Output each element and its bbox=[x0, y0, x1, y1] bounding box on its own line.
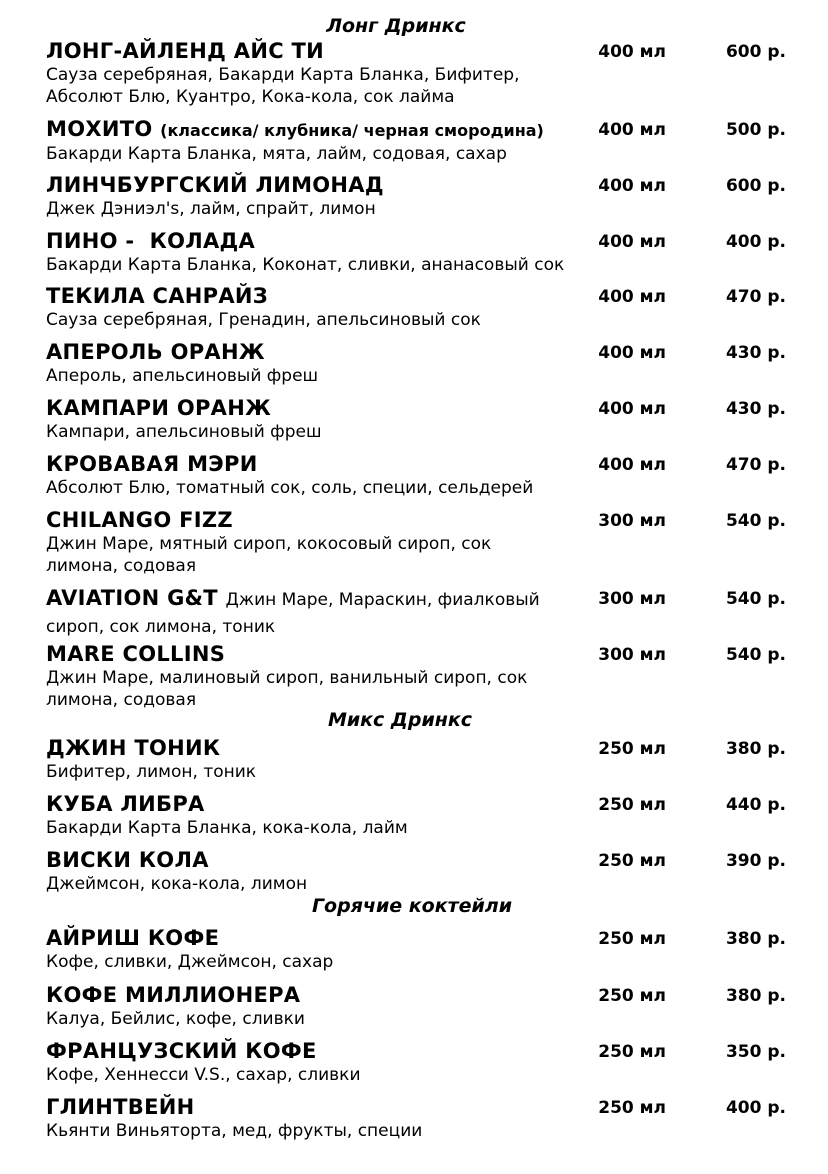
item-desc: Бакарди Карта Бланка, Коконат, сливки, ананасовый сок bbox=[46, 255, 565, 275]
item-note: (классика/ клубника/ черная смородина) bbox=[160, 121, 544, 140]
item-price: 470 р. bbox=[725, 287, 786, 307]
item-volume: 400 мл bbox=[598, 176, 666, 196]
item-name: ГЛИНТВЕЙН bbox=[46, 1095, 195, 1119]
item-name: ЛИНЧБУРГСКИЙ ЛИМОНАД bbox=[46, 173, 384, 197]
item-name: AVIATION G&T bbox=[46, 586, 218, 610]
item-volume: 400 мл bbox=[598, 120, 666, 140]
item-volume: 250 мл bbox=[598, 986, 666, 1006]
item-name: ФРАНЦУЗСКИЙ КОФЕ bbox=[46, 1039, 317, 1063]
item-desc: Калуа, Бейлис, кофе, сливки bbox=[46, 1009, 305, 1029]
menu-item bbox=[46, 173, 806, 220]
item-volume: 300 мл bbox=[598, 589, 666, 609]
item-price: 430 р. bbox=[725, 343, 786, 363]
menu-item bbox=[46, 1095, 806, 1142]
item-name: ТЕКИЛА САНРАЙЗ bbox=[46, 284, 268, 308]
menu-item bbox=[46, 792, 806, 839]
item-price: 380 р. bbox=[725, 986, 786, 1006]
item-name: АЙРИШ КОФЕ bbox=[46, 926, 220, 950]
item-volume: 300 мл bbox=[598, 511, 666, 531]
menu-item bbox=[46, 586, 806, 640]
item-volume: 250 мл bbox=[598, 851, 666, 871]
menu-item bbox=[46, 1039, 806, 1086]
item-name: КУБА ЛИБРА bbox=[46, 792, 205, 816]
item-name-line bbox=[46, 586, 556, 640]
item-name: MARE COLLINS bbox=[46, 642, 226, 666]
menu-item bbox=[46, 508, 806, 577]
item-volume: 400 мл bbox=[598, 287, 666, 307]
item-name: ПИНО - КОЛАДА bbox=[46, 229, 256, 253]
item-name: CHILANGO FIZZ bbox=[46, 508, 233, 532]
item-name: МОХИТО bbox=[46, 117, 153, 141]
item-price: 380 р. bbox=[725, 739, 786, 759]
item-desc: Кампари, апельсиновый фреш bbox=[46, 422, 322, 442]
item-desc: Апероль, апельсиновый фреш bbox=[46, 366, 319, 386]
item-price: 400 р. bbox=[725, 1098, 786, 1118]
menu-item bbox=[46, 117, 806, 165]
menu-item bbox=[46, 736, 806, 783]
item-volume: 250 мл bbox=[598, 1098, 666, 1118]
item-desc: Сауза серебряная, Бакарди Карта Бланка, Бифитер, Абсолют Блю, Куантро, Кока-кола, сок лайма bbox=[46, 65, 520, 107]
item-price: 540 р. bbox=[725, 511, 786, 531]
item-desc: Сауза серебряная, Гренадин, апельсиновый сок bbox=[46, 310, 481, 330]
item-desc: Джин Маре, Мараскин, фиалковый сироп, сок лимона, тоник bbox=[46, 590, 540, 637]
item-desc: Кофе, сливки, Джеймсон, сахар bbox=[46, 952, 334, 972]
item-price: 430 р. bbox=[725, 399, 786, 419]
section-heading-hot-cocktails: Горячие коктейли bbox=[311, 895, 513, 917]
menu-item bbox=[46, 926, 806, 973]
item-price: 400 р. bbox=[725, 232, 786, 252]
item-price: 540 р. bbox=[725, 589, 786, 609]
menu-item bbox=[46, 642, 806, 711]
item-price: 540 р. bbox=[725, 645, 786, 665]
item-volume: 250 мл bbox=[598, 739, 666, 759]
item-volume: 400 мл bbox=[598, 232, 666, 252]
item-volume: 400 мл bbox=[598, 399, 666, 419]
menu-item bbox=[46, 848, 806, 895]
item-volume: 300 мл bbox=[598, 645, 666, 665]
item-name: ЛОНГ-АЙЛЕНД АЙС ТИ bbox=[46, 39, 325, 63]
item-volume: 250 мл bbox=[598, 1042, 666, 1062]
menu-item bbox=[46, 39, 806, 108]
item-desc: Джин Маре, малиновый сироп, ванильный сироп, сок лимона, содовая bbox=[46, 668, 528, 710]
item-desc: Кофе, Хеннесси V.S., сахар, сливки bbox=[46, 1065, 361, 1085]
menu-item bbox=[46, 452, 806, 499]
item-name: АПЕРОЛЬ ОРАНЖ bbox=[46, 340, 265, 364]
item-desc: Джек Дэниэл's, лайм, спрайт, лимон bbox=[46, 199, 376, 219]
item-volume: 400 мл bbox=[598, 455, 666, 475]
item-desc: Абсолют Блю, томатный сок, соль, специи, сельдерей bbox=[46, 478, 534, 498]
item-price: 500 р. bbox=[725, 120, 786, 140]
section-heading-long-drinks: Лонг Дринкс bbox=[326, 15, 466, 37]
item-name-line bbox=[46, 117, 806, 143]
menu-item bbox=[46, 229, 806, 276]
item-desc: Кьянти Виньяторта, мед, фрукты, специи bbox=[46, 1121, 423, 1141]
item-volume: 400 мл bbox=[598, 42, 666, 62]
menu-item bbox=[46, 983, 806, 1030]
item-name: КОФЕ МИЛЛИОНЕРА bbox=[46, 983, 301, 1007]
item-price: 390 р. bbox=[725, 851, 786, 871]
item-desc: Джеймсон, кока-кола, лимон bbox=[46, 874, 308, 894]
item-volume: 250 мл bbox=[598, 929, 666, 949]
item-name: ДЖИН ТОНИК bbox=[46, 736, 221, 760]
menu-item bbox=[46, 396, 806, 443]
item-price: 600 р. bbox=[725, 176, 786, 196]
item-desc: Бифитер, лимон, тоник bbox=[46, 762, 257, 782]
item-volume: 250 мл bbox=[598, 795, 666, 815]
item-desc: Бакарди Карта Бланка, кока-кола, лайм bbox=[46, 818, 408, 838]
item-price: 470 р. bbox=[725, 455, 786, 475]
item-desc: Джин Маре, мятный сироп, кокосовый сироп, сок лимона, содовая bbox=[46, 534, 492, 576]
item-price: 440 р. bbox=[725, 795, 786, 815]
item-price: 350 р. bbox=[725, 1042, 786, 1062]
item-name: КАМПАРИ ОРАНЖ bbox=[46, 396, 272, 420]
menu-item bbox=[46, 340, 806, 387]
item-volume: 400 мл bbox=[598, 343, 666, 363]
item-price: 600 р. bbox=[725, 42, 786, 62]
item-name: ВИСКИ КОЛА bbox=[46, 848, 209, 872]
item-name: КРОВАВАЯ МЭРИ bbox=[46, 452, 258, 476]
item-price: 380 р. bbox=[725, 929, 786, 949]
item-desc: Бакарди Карта Бланка, мята, лайм, содовая, сахар bbox=[46, 144, 507, 164]
menu-item bbox=[46, 284, 806, 331]
section-heading-mix-drinks: Микс Дринкс bbox=[327, 709, 473, 731]
